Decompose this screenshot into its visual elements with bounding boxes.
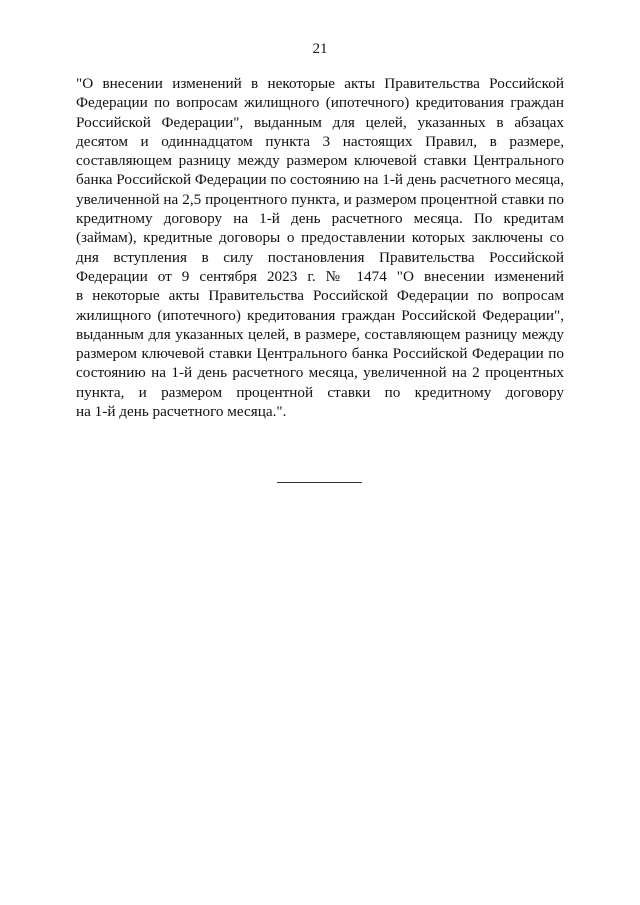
paragraph-line: составляющем разницу между размером ключевой ставки Центрального [76, 152, 564, 170]
paragraph-line: кредитному договору на 1-й день расчетного месяца. По кредитам [76, 210, 564, 228]
paragraph-line: пункта, и размером процентной ставки по кредитному договору [76, 383, 564, 401]
paragraph-line: банка Российской Федерации по состоянию на 1-й день расчетного месяца, [76, 171, 564, 189]
paragraph-line: Федерации от 9 сентября 2023 г. № 1474 "О внесении изменений [76, 267, 564, 285]
end-separator-line [277, 482, 362, 483]
paragraph-line: "О внесении изменений в некоторые акты Правительства Российской [76, 75, 564, 92]
paragraph-line: десятом и одиннадцатом пункта 3 настоящих Правил, в размере, [76, 132, 564, 150]
paragraph-line: выданным для указанных целей, в размере, составляющем разницу между [76, 325, 564, 343]
paragraph-line: дня вступления в силу постановления Правительства Российской [76, 248, 564, 266]
paragraph-line: состоянию на 1-й день расчетного месяца, увеличенной на 2 процентных [76, 364, 564, 382]
paragraph-line: Российской Федерации", выданным для целей, указанных в абзацах [76, 113, 564, 131]
paragraph-line: увеличенной на 2,5 процентного пункта, и размером процентной ставки по [76, 190, 564, 208]
paragraph-line: в некоторые акты Правительства Российской Федерации по вопросам [76, 287, 564, 305]
body-paragraph [76, 74, 564, 421]
page-number: 21 [312, 41, 328, 57]
paragraph-line: Федерации по вопросам жилищного (ипотечного) кредитования граждан [76, 94, 564, 112]
paragraph-line: жилищного (ипотечного) кредитования граждан Российской Федерации", [76, 306, 564, 324]
paragraph-line: размером ключевой ставки Центрального банка Российской Федерации по [76, 345, 564, 363]
paragraph-line-last: на 1-й день расчетного месяца.". [76, 403, 287, 421]
paragraph-line: (займам), кредитные договоры о предоставлении которых заключены со [76, 229, 564, 247]
